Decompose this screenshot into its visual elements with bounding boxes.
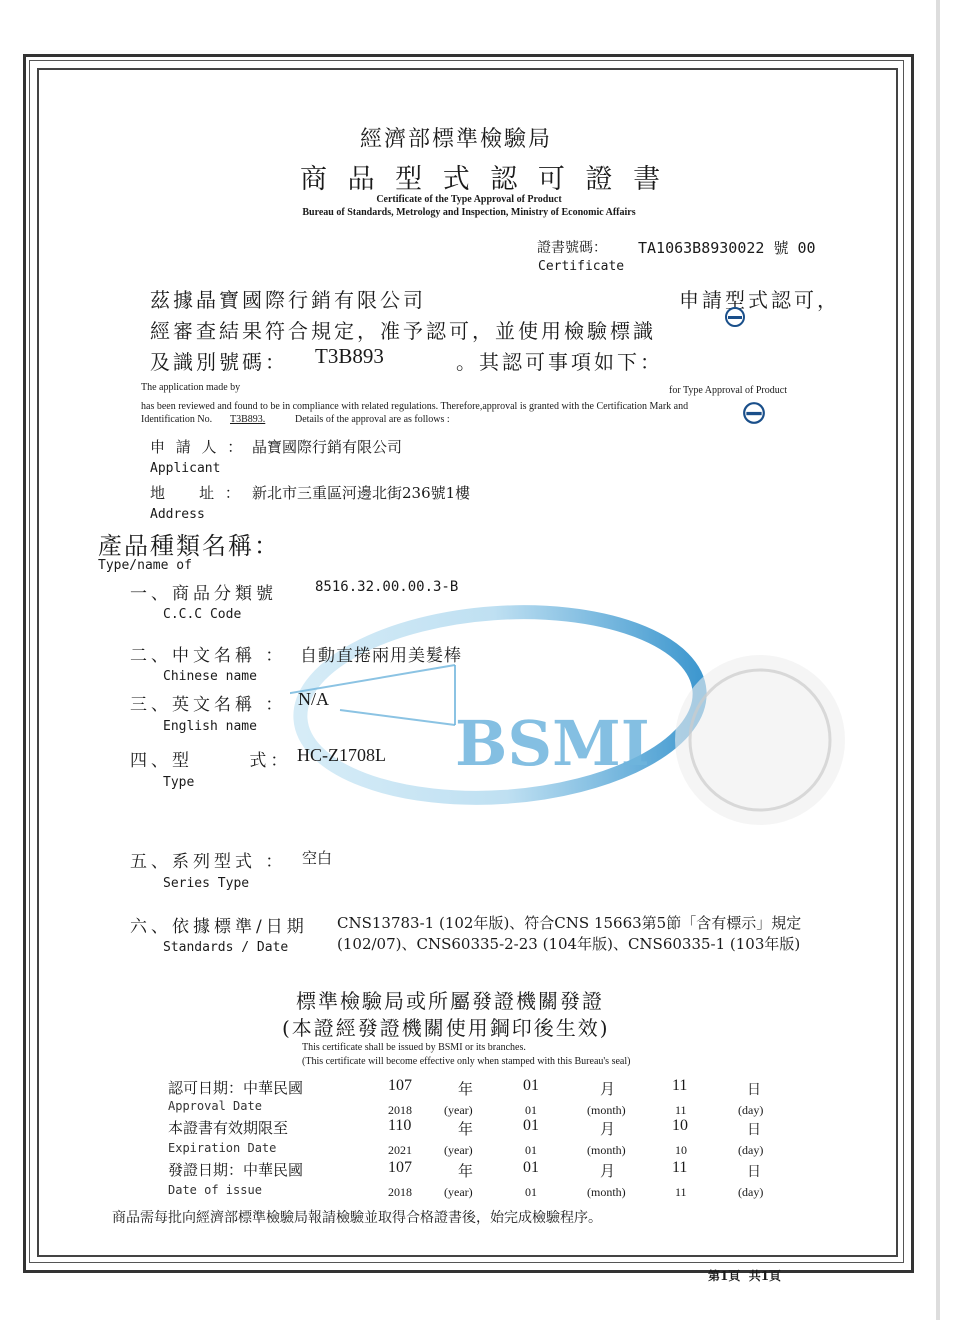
issue-year-roc: 107 [388, 1159, 412, 1176]
bsmi-mark-icon [724, 306, 746, 328]
expiration-day-en: 10 [675, 1143, 687, 1157]
product-heading-en: Type/name of [98, 558, 192, 573]
item-series-label-en: Series Type [163, 876, 250, 891]
bsmi-mark-icon [742, 401, 766, 425]
item-english-name-label: 三、英文名稱 ： [130, 695, 287, 715]
expiration-month: 01 [523, 1117, 539, 1134]
item-standards-value: CNS13783-1 (102年版)、符合CNS 15663第5節「含有標示」規定 (102/07)、CNS60335-2-23 (104年版)、CNS60335-1 (103年版) [337, 914, 802, 953]
applicant-value: 晶寶國際行銷有限公司 [252, 438, 403, 456]
statement-en-line1: The application made by [141, 382, 241, 393]
issue-date-label-en: Date of issue [168, 1183, 262, 1197]
cert-number-label: 證書號碼： [537, 240, 607, 256]
page-number: 第1頁 共1頁 [708, 1269, 782, 1283]
item-chinese-name-label: 二、中文名稱 ： [130, 646, 287, 666]
bsmi-watermark-text: BSMI [455, 707, 650, 780]
inspection-note: 商品需每批向經濟部標準檢驗局報請檢驗並取得合格證書後，始完成檢驗程序。 [112, 1210, 602, 1226]
day-unit-en: (day) [738, 1103, 764, 1117]
bureau-name-en: Bureau of Standards, Metrology and Inspection, Ministry of Economic Affairs [302, 207, 636, 218]
approval-month-en: 01 [525, 1103, 537, 1117]
issue-month-en: 01 [525, 1185, 537, 1199]
statement-line1-applicant: 茲據晶寶國際行銷有限公司 [150, 288, 426, 312]
applicant-label: 申 請 人 ： [150, 438, 246, 456]
day-unit-cn: 日 [747, 1082, 761, 1098]
item-series-label: 五、系列型式 ： [130, 852, 287, 872]
issue-year-ad: 2018 [388, 1185, 412, 1199]
item-ccc-label-en: C.C.C Code [163, 607, 242, 622]
applicant-label-en: Applicant [150, 461, 221, 476]
expiration-year-roc: 110 [388, 1117, 412, 1134]
day-unit-cn: 日 [747, 1164, 761, 1180]
expiration-year-ad: 2021 [388, 1143, 412, 1157]
month-unit-cn: 月 [600, 1162, 616, 1180]
bureau-name-cn: 經濟部標準檢驗局 [360, 127, 553, 152]
statement-line1-request: 申請型式認可， [679, 288, 840, 312]
approval-day-en: 11 [675, 1103, 687, 1117]
year-unit-en: (year) [444, 1185, 473, 1199]
item-standards-label-en: Standards / Date [163, 940, 289, 955]
expiration-date-label: 本證書有效期限至 [168, 1119, 289, 1137]
day-unit-en: (day) [738, 1143, 764, 1157]
statement-line3-label: 及識別號碼： [150, 350, 288, 374]
address-label-en: Address [150, 507, 205, 522]
issuance-en2: (This certificate will become effective only when stamped with this Bureau's seal) [302, 1056, 631, 1067]
item-chinese-name-label-en: Chinese name [163, 669, 257, 684]
certificate-title-en: Certificate of the Type Approval of Product [376, 194, 562, 205]
expiration-month-en: 01 [525, 1143, 537, 1157]
issuance-line2: (本證經發證機關使用鋼印後生效) [282, 1016, 610, 1040]
statement-en-line3-details: Details of the approval are as follows : [295, 414, 450, 425]
expiration-date-label-en: Expiration Date [168, 1141, 277, 1155]
product-heading: 產品種類名稱： [98, 532, 280, 560]
statement-en-line2: has been reviewed and found to be in compliance with related regulations. Therefore,approval is granted with the Certification Mark and [141, 401, 689, 412]
approval-date-label-en: Approval Date [168, 1099, 262, 1113]
statement-line3-details: 。其認可事項如下： [456, 350, 663, 374]
item-ccc-value: 8516.32.00.00.3-B [315, 579, 459, 595]
approval-date-label: 認可日期：中華民國 [168, 1079, 304, 1097]
item-standards-label: 六、依據標準/日期 [130, 917, 308, 937]
item-type-label: 四、型 式： [130, 751, 292, 771]
issue-day: 11 [672, 1159, 688, 1176]
item-english-name-value: N/A [298, 689, 329, 709]
year-unit-cn: 年 [458, 1162, 474, 1180]
year-unit-cn: 年 [458, 1120, 474, 1138]
month-unit-en: (month) [587, 1143, 626, 1157]
approval-day: 11 [672, 1077, 688, 1094]
item-ccc-label: 一、商品分類號 [130, 584, 277, 604]
cert-number-label-en: Certificate [538, 259, 625, 274]
cert-number: TA1063B8930022 號 00 [638, 239, 816, 257]
year-unit-en: (year) [444, 1143, 473, 1157]
certificate-title-cn: 商 品 型 式 認 可 證 書 [300, 164, 667, 195]
item-english-name-label-en: English name [163, 719, 257, 734]
issuance-line1: 標準檢驗局或所屬發證機關發證 [296, 989, 604, 1013]
item-type-label-en: Type [163, 775, 195, 790]
identification-number: T3B893 [315, 344, 384, 368]
statement-line2: 經審查結果符合規定，准予認可，並使用檢驗標識 [150, 319, 656, 343]
month-unit-cn: 月 [600, 1120, 616, 1138]
address-label: 地 址 ： [150, 484, 243, 502]
approval-year-ad: 2018 [388, 1103, 412, 1117]
day-unit-en: (day) [738, 1185, 764, 1199]
expiration-day: 10 [672, 1117, 688, 1134]
month-unit-en: (month) [587, 1185, 626, 1199]
month-unit-cn: 月 [600, 1080, 616, 1098]
year-unit-en: (year) [444, 1103, 473, 1117]
statement-en-line3-label: Identification No. [141, 414, 213, 425]
month-unit-en: (month) [587, 1103, 626, 1117]
item-chinese-name-value: 自動直捲兩用美髮棒 [300, 646, 462, 666]
issue-date-label: 發證日期：中華民國 [168, 1161, 304, 1179]
day-unit-cn: 日 [747, 1122, 761, 1138]
year-unit-cn: 年 [458, 1080, 474, 1098]
item-type-value: HC-Z1708L [297, 745, 386, 765]
seal-emboss [675, 655, 845, 825]
issue-month: 01 [523, 1159, 539, 1176]
statement-en-line3-id: T3B893. [230, 414, 266, 425]
approval-year-roc: 107 [388, 1077, 412, 1094]
approval-month: 01 [523, 1077, 539, 1094]
statement-en-line1-b: for Type Approval of Product [669, 385, 787, 396]
issue-day-en: 11 [675, 1185, 687, 1199]
item-series-value: 空白 [302, 849, 333, 867]
address-value: 新北市三重區河邊北街236號1樓 [252, 484, 471, 502]
issuance-en1: This certificate shall be issued by BSMI or its branches. [302, 1042, 526, 1053]
